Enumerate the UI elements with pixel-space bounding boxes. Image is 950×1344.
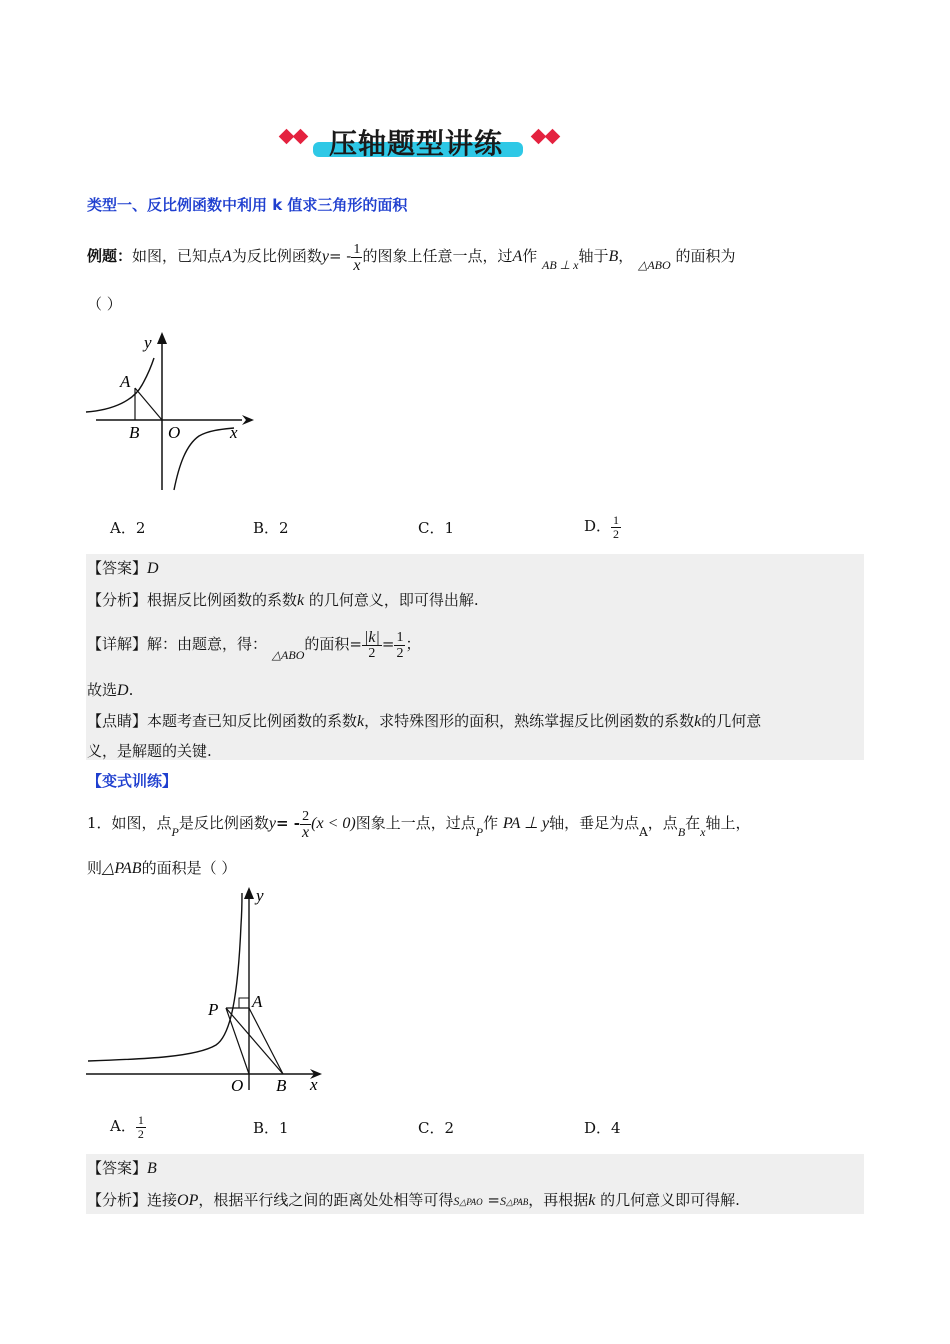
label-x: x bbox=[230, 423, 238, 442]
segment-ao bbox=[135, 388, 162, 420]
text: 的几何意义，即可得出解. bbox=[308, 591, 479, 609]
variant-heading: 【变式训练】 bbox=[87, 772, 178, 790]
math-pa-perp-y: PA ⊥ y bbox=[502, 815, 550, 832]
y-axis-arrow bbox=[157, 332, 167, 344]
var-k: k bbox=[694, 713, 702, 730]
text: 轴，垂足为点 bbox=[549, 814, 640, 832]
text: 在 bbox=[685, 814, 701, 832]
option-letter: A． bbox=[110, 1117, 136, 1135]
option-d bbox=[584, 1117, 621, 1138]
text: 故选 bbox=[87, 681, 118, 699]
text: = - bbox=[276, 814, 301, 832]
analysis-line bbox=[87, 1189, 740, 1210]
text: ，点 bbox=[647, 814, 678, 832]
text: 连接 bbox=[147, 1191, 178, 1209]
label-y: y bbox=[144, 333, 152, 352]
y-axis-arrow bbox=[244, 887, 254, 899]
dianjing-line-2: 义，是解题的关键. bbox=[87, 742, 212, 760]
text: 的面积 bbox=[304, 635, 350, 653]
label-o: O bbox=[231, 1076, 244, 1095]
option-letter: D． bbox=[584, 517, 612, 535]
label-b: B bbox=[276, 1076, 287, 1095]
answer-paren: （ ） bbox=[87, 295, 122, 313]
subscript: △PAO bbox=[459, 1197, 483, 1207]
option-value: 1 bbox=[444, 519, 455, 537]
decor-diamond-right-2 bbox=[545, 129, 561, 145]
example-line bbox=[87, 236, 735, 276]
label-o: O bbox=[168, 423, 181, 442]
answer-label: 【答案】 bbox=[87, 1159, 148, 1177]
text: ， bbox=[618, 247, 634, 265]
var-y: y bbox=[321, 248, 329, 265]
var-a: A bbox=[639, 825, 648, 839]
fraction-abs-k bbox=[362, 630, 382, 661]
text: 解：由题意，得： bbox=[147, 635, 268, 653]
text: 作 bbox=[522, 247, 538, 265]
text: 轴于 bbox=[578, 247, 609, 265]
option-value: 1 bbox=[279, 1119, 289, 1137]
detail-label: 【详解】 bbox=[87, 635, 148, 653]
analysis-line bbox=[87, 589, 479, 610]
detail-line bbox=[87, 622, 420, 666]
text: = bbox=[349, 635, 362, 653]
segment-po bbox=[226, 1008, 249, 1074]
page-title: 压轴题型讲练 bbox=[329, 127, 504, 160]
option-value: 2 bbox=[279, 519, 289, 537]
var-p: P bbox=[475, 825, 484, 839]
dianjing-label: 【点睛】 bbox=[87, 712, 148, 730]
numerator: 2 bbox=[300, 809, 311, 825]
option-b bbox=[253, 1117, 289, 1138]
answer-value: D bbox=[147, 560, 159, 577]
text: 作 bbox=[483, 814, 499, 832]
var-k: k bbox=[588, 1192, 596, 1209]
answer-line bbox=[87, 557, 159, 578]
analysis-label: 【分析】 bbox=[87, 591, 148, 609]
text: 1．如图，点 bbox=[87, 814, 172, 832]
option-letter: A． bbox=[110, 519, 136, 537]
option-value: 4 bbox=[611, 1119, 621, 1137]
fraction bbox=[136, 1114, 146, 1141]
option-letter: D． bbox=[584, 1119, 612, 1137]
option-c bbox=[418, 517, 454, 538]
math-triangle-abo: △ABO bbox=[271, 648, 305, 662]
q1-line-2 bbox=[87, 857, 236, 878]
text: ，求特殊图形的面积，熟练掌握反比例函数的系数 bbox=[364, 712, 695, 730]
decor-diamond-left-2 bbox=[293, 129, 309, 145]
text: 轴上， bbox=[705, 814, 751, 832]
right-angle-mark bbox=[239, 998, 249, 1008]
numerator: 1 bbox=[396, 629, 404, 645]
fraction bbox=[351, 242, 362, 273]
answer-d: D bbox=[117, 682, 129, 699]
text: 为反比例函数 bbox=[231, 247, 322, 265]
denominator: 2 bbox=[368, 645, 376, 661]
text: 的面积为 bbox=[675, 247, 736, 265]
denominator: 2 bbox=[396, 645, 404, 661]
text: 的几何意义即可得解. bbox=[600, 1191, 740, 1209]
x-axis-arrow bbox=[242, 415, 254, 425]
label-b: B bbox=[129, 423, 140, 442]
choose-line bbox=[87, 679, 133, 700]
math-triangle-abo: △ABO bbox=[638, 258, 671, 272]
text: 本题考查已知反比例函数的系数 bbox=[147, 712, 358, 730]
label-x: x bbox=[310, 1075, 318, 1094]
text: = bbox=[381, 635, 395, 653]
label-a: A bbox=[120, 372, 131, 391]
answer-value: B bbox=[147, 1160, 157, 1177]
graph-1 bbox=[84, 330, 264, 500]
var-a: A bbox=[222, 248, 232, 265]
math-ab-perp-x: AB ⊥ x bbox=[542, 258, 579, 272]
var-a: A bbox=[512, 248, 523, 265]
text: 的几何意 bbox=[701, 712, 762, 730]
numerator: 1 bbox=[351, 242, 362, 258]
label-p: P bbox=[208, 1000, 219, 1019]
denominator: 2 bbox=[137, 1126, 144, 1141]
analysis-label: 【分析】 bbox=[87, 1191, 148, 1209]
answer-line bbox=[87, 1157, 157, 1178]
denominator: x bbox=[302, 823, 310, 841]
option-d bbox=[584, 508, 621, 544]
numerator: 1 bbox=[137, 1112, 144, 1127]
option-letter: C． bbox=[418, 1119, 445, 1137]
hyperbola-branch-right bbox=[174, 428, 234, 490]
numerator: |k| bbox=[363, 628, 380, 646]
math-s: S bbox=[453, 1194, 460, 1208]
text: 的面积是（ ） bbox=[141, 859, 237, 877]
fraction-half bbox=[394, 630, 405, 661]
math-op: OP bbox=[177, 1192, 199, 1209]
dianjing-line-1 bbox=[87, 710, 761, 731]
text: 的图象上任意一点，过 bbox=[362, 247, 513, 265]
text: 则 bbox=[87, 859, 103, 877]
var-k: k bbox=[357, 713, 365, 730]
var-p: P bbox=[171, 825, 179, 839]
option-a bbox=[110, 1108, 146, 1144]
text: ； bbox=[405, 635, 421, 653]
denominator: x bbox=[353, 256, 361, 274]
option-c bbox=[418, 1117, 454, 1138]
hyperbola-branch bbox=[88, 893, 242, 1061]
option-letter: B． bbox=[253, 1119, 280, 1137]
option-letter: B． bbox=[253, 519, 280, 537]
var-x: x bbox=[700, 825, 706, 839]
fraction bbox=[611, 514, 621, 541]
option-letter: C． bbox=[418, 519, 445, 537]
q1-line-1 bbox=[87, 800, 751, 846]
var-k: k bbox=[297, 592, 305, 609]
text: 图象上一点，过点 bbox=[355, 814, 476, 832]
math-s: S bbox=[500, 1194, 506, 1208]
title-banner bbox=[313, 122, 523, 158]
graph-2 bbox=[86, 885, 336, 1095]
numerator: 1 bbox=[613, 512, 620, 527]
text: = bbox=[487, 1191, 500, 1209]
condition: (x < 0) bbox=[311, 815, 356, 832]
label-y: y bbox=[256, 886, 264, 905]
text: ，再根据 bbox=[528, 1191, 589, 1209]
denominator: 2 bbox=[613, 526, 620, 541]
option-b bbox=[253, 517, 289, 538]
option-value: 2 bbox=[135, 519, 146, 537]
text: 是反比例函数 bbox=[178, 814, 269, 832]
text: = - bbox=[328, 247, 352, 265]
text: 根据反比例函数的系数 bbox=[147, 591, 298, 609]
label-a: A bbox=[252, 992, 263, 1011]
option-a bbox=[110, 517, 145, 538]
var-b: B bbox=[677, 825, 686, 839]
var-y: y bbox=[268, 815, 277, 832]
text: 如图，已知点 bbox=[132, 247, 223, 265]
section-heading: 类型一、反比例函数中利用 k 值求三角形的面积 bbox=[87, 196, 408, 214]
answer-label: 【答案】 bbox=[87, 559, 148, 577]
example-label: 例题： bbox=[87, 247, 133, 265]
fraction bbox=[300, 809, 311, 840]
text: ，根据平行线之间的距离处处相等可得 bbox=[198, 1191, 454, 1209]
var-b: B bbox=[608, 248, 619, 265]
option-value: 2 bbox=[444, 1119, 455, 1137]
subscript: △PAB bbox=[506, 1197, 529, 1207]
math-triangle-pab: △PAB bbox=[102, 860, 142, 877]
text: . bbox=[128, 681, 134, 699]
